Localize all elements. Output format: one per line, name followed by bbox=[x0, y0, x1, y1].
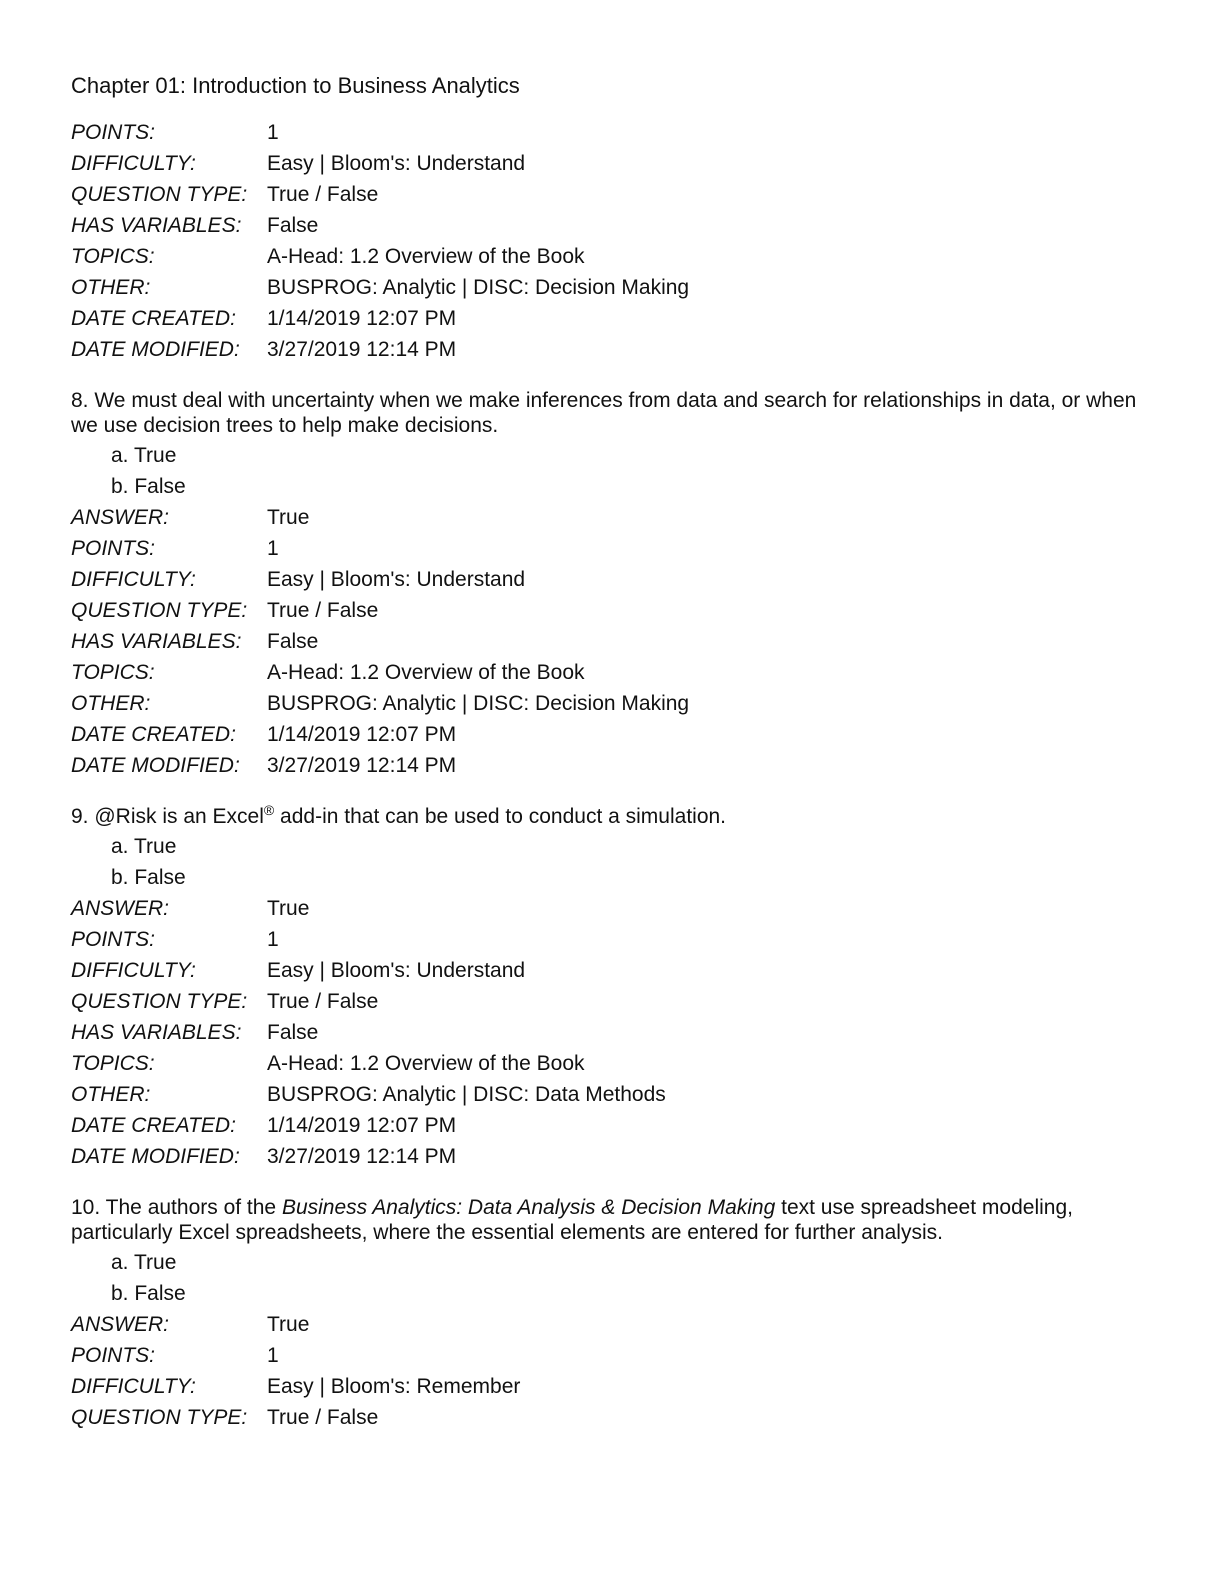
meta-key: QUESTION TYPE: bbox=[71, 1406, 248, 1429]
meta-value: 1/14/2019 12:07 PM bbox=[267, 307, 457, 330]
question-number: 8. bbox=[71, 389, 89, 412]
meta-key: DIFFICULTY: bbox=[71, 152, 196, 175]
option-b: b. False bbox=[111, 475, 186, 498]
meta-value: Easy | Bloom's: Understand bbox=[267, 959, 526, 982]
document-page bbox=[71, 72, 1161, 1433]
meta-value: 1/14/2019 12:07 PM bbox=[267, 1114, 457, 1137]
question-text bbox=[71, 1195, 1161, 1245]
meta-key: DIFFICULTY: bbox=[71, 1375, 196, 1398]
meta-key: DATE MODIFIED: bbox=[71, 1145, 240, 1168]
option-b: b. False bbox=[111, 1282, 186, 1305]
question-9 bbox=[71, 804, 1161, 1172]
meta-value: True / False bbox=[267, 990, 379, 1013]
meta-row-points bbox=[71, 533, 1161, 564]
question-text bbox=[71, 804, 1161, 829]
meta-key: OTHER: bbox=[71, 276, 151, 299]
meta-key: OTHER: bbox=[71, 1083, 151, 1106]
meta-value: True bbox=[267, 1313, 310, 1336]
option-a: a. True bbox=[111, 444, 177, 467]
book-title: Business Analytics: Data Analysis & Decision Making bbox=[281, 1196, 776, 1219]
meta-value: A-Head: 1.2 Overview of the Book bbox=[267, 245, 585, 268]
meta-row-difficulty bbox=[71, 148, 1161, 179]
meta-value: Easy | Bloom's: Understand bbox=[267, 152, 526, 175]
question-body-end: text use spreadsheet modeling, particularly Excel spreadsheets, where the essential elements are entered for further analysis. bbox=[71, 1196, 1073, 1244]
question-meta bbox=[71, 893, 1161, 1172]
meta-key: QUESTION TYPE: bbox=[71, 599, 248, 622]
meta-value: False bbox=[267, 630, 319, 653]
question-number: 9. bbox=[71, 805, 89, 828]
meta-key: HAS VARIABLES: bbox=[71, 214, 242, 237]
meta-key: POINTS: bbox=[71, 537, 156, 560]
meta-value: True bbox=[267, 897, 310, 920]
question-meta bbox=[71, 502, 1161, 781]
meta-key: DATE MODIFIED: bbox=[71, 338, 240, 361]
meta-key: DATE CREATED: bbox=[71, 1114, 236, 1137]
question-10 bbox=[71, 1195, 1161, 1433]
meta-row-other bbox=[71, 272, 1161, 303]
meta-value: 1 bbox=[267, 537, 279, 560]
meta-key: TOPICS: bbox=[71, 1052, 155, 1075]
question-text bbox=[71, 388, 1161, 438]
chapter-title: Chapter 01: Introduction to Business Analytics bbox=[71, 73, 520, 98]
meta-value: 3/27/2019 12:14 PM bbox=[267, 754, 457, 777]
question-body-start: @Risk is an Excel bbox=[94, 805, 264, 828]
meta-value: Easy | Bloom's: Understand bbox=[267, 568, 526, 591]
meta-key: TOPICS: bbox=[71, 661, 155, 684]
meta-value: 3/27/2019 12:14 PM bbox=[267, 1145, 457, 1168]
meta-row-difficulty bbox=[71, 955, 1161, 986]
meta-row-date-created bbox=[71, 1110, 1161, 1141]
option-a: a. True bbox=[111, 1251, 177, 1274]
meta-row-has-variables bbox=[71, 626, 1161, 657]
meta-key: HAS VARIABLES: bbox=[71, 630, 242, 653]
meta-row-topics bbox=[71, 657, 1161, 688]
meta-value: BUSPROG: Analytic | DISC: Decision Making bbox=[267, 692, 690, 715]
meta-key: HAS VARIABLES: bbox=[71, 1021, 242, 1044]
meta-value: False bbox=[267, 214, 319, 237]
meta-value: BUSPROG: Analytic | DISC: Data Methods bbox=[267, 1083, 666, 1106]
meta-row-question-type bbox=[71, 595, 1161, 626]
option-b: b. False bbox=[111, 866, 186, 889]
meta-row-answer bbox=[71, 1309, 1161, 1340]
meta-row-answer bbox=[71, 893, 1161, 924]
meta-key: ANSWER: bbox=[71, 897, 170, 920]
question-meta bbox=[71, 1309, 1161, 1433]
registered-mark: ® bbox=[263, 802, 275, 818]
meta-row-answer bbox=[71, 502, 1161, 533]
meta-row-other bbox=[71, 688, 1161, 719]
question-8 bbox=[71, 388, 1161, 781]
meta-row-has-variables bbox=[71, 210, 1161, 241]
meta-key: POINTS: bbox=[71, 928, 156, 951]
question-body: We must deal with uncertainty when we make inferences from data and search for relationships in data, or when we use decision trees to help make decisions. bbox=[71, 389, 1137, 437]
meta-value: 1/14/2019 12:07 PM bbox=[267, 723, 457, 746]
question-number: 10. bbox=[71, 1196, 101, 1219]
meta-row-date-modified bbox=[71, 334, 1161, 365]
meta-key: DATE CREATED: bbox=[71, 723, 236, 746]
meta-row-date-modified bbox=[71, 1141, 1161, 1172]
meta-row-has-variables bbox=[71, 1017, 1161, 1048]
meta-value: False bbox=[267, 1021, 319, 1044]
option-a: a. True bbox=[111, 835, 177, 858]
meta-row-date-created bbox=[71, 303, 1161, 334]
meta-row-topics bbox=[71, 241, 1161, 272]
meta-value: 1 bbox=[267, 1344, 279, 1367]
meta-key: TOPICS: bbox=[71, 245, 155, 268]
meta-row-question-type bbox=[71, 179, 1161, 210]
meta-key: DATE MODIFIED: bbox=[71, 754, 240, 777]
meta-row-date-modified bbox=[71, 750, 1161, 781]
intro-meta bbox=[71, 117, 1161, 365]
meta-value: True / False bbox=[267, 183, 379, 206]
meta-row-points bbox=[71, 924, 1161, 955]
meta-key: ANSWER: bbox=[71, 1313, 170, 1336]
meta-value: 3/27/2019 12:14 PM bbox=[267, 338, 457, 361]
meta-key: OTHER: bbox=[71, 692, 151, 715]
meta-key: POINTS: bbox=[71, 1344, 156, 1367]
meta-row-question-type bbox=[71, 1402, 1161, 1433]
meta-value: A-Head: 1.2 Overview of the Book bbox=[267, 661, 585, 684]
meta-value: 1 bbox=[267, 928, 279, 951]
meta-value: BUSPROG: Analytic | DISC: Decision Making bbox=[267, 276, 690, 299]
meta-value: A-Head: 1.2 Overview of the Book bbox=[267, 1052, 585, 1075]
meta-value: True / False bbox=[267, 1406, 379, 1429]
meta-key: DIFFICULTY: bbox=[71, 959, 196, 982]
meta-row-points bbox=[71, 117, 1161, 148]
meta-value: True / False bbox=[267, 599, 379, 622]
meta-value: True bbox=[267, 506, 310, 529]
question-body-end: add-in that can be used to conduct a simulation. bbox=[274, 805, 727, 828]
meta-row-date-created bbox=[71, 719, 1161, 750]
meta-key: DATE CREATED: bbox=[71, 307, 236, 330]
meta-key: DIFFICULTY: bbox=[71, 568, 196, 591]
meta-row-topics bbox=[71, 1048, 1161, 1079]
meta-key: QUESTION TYPE: bbox=[71, 183, 248, 206]
meta-row-points bbox=[71, 1340, 1161, 1371]
meta-value: Easy | Bloom's: Remember bbox=[267, 1375, 521, 1398]
meta-row-difficulty bbox=[71, 564, 1161, 595]
meta-row-question-type bbox=[71, 986, 1161, 1017]
meta-row-difficulty bbox=[71, 1371, 1161, 1402]
meta-key: ANSWER: bbox=[71, 506, 170, 529]
question-body-start: The authors of the bbox=[105, 1196, 282, 1219]
meta-key: POINTS: bbox=[71, 121, 156, 144]
meta-key: QUESTION TYPE: bbox=[71, 990, 248, 1013]
meta-row-other bbox=[71, 1079, 1161, 1110]
meta-value: 1 bbox=[267, 121, 279, 144]
